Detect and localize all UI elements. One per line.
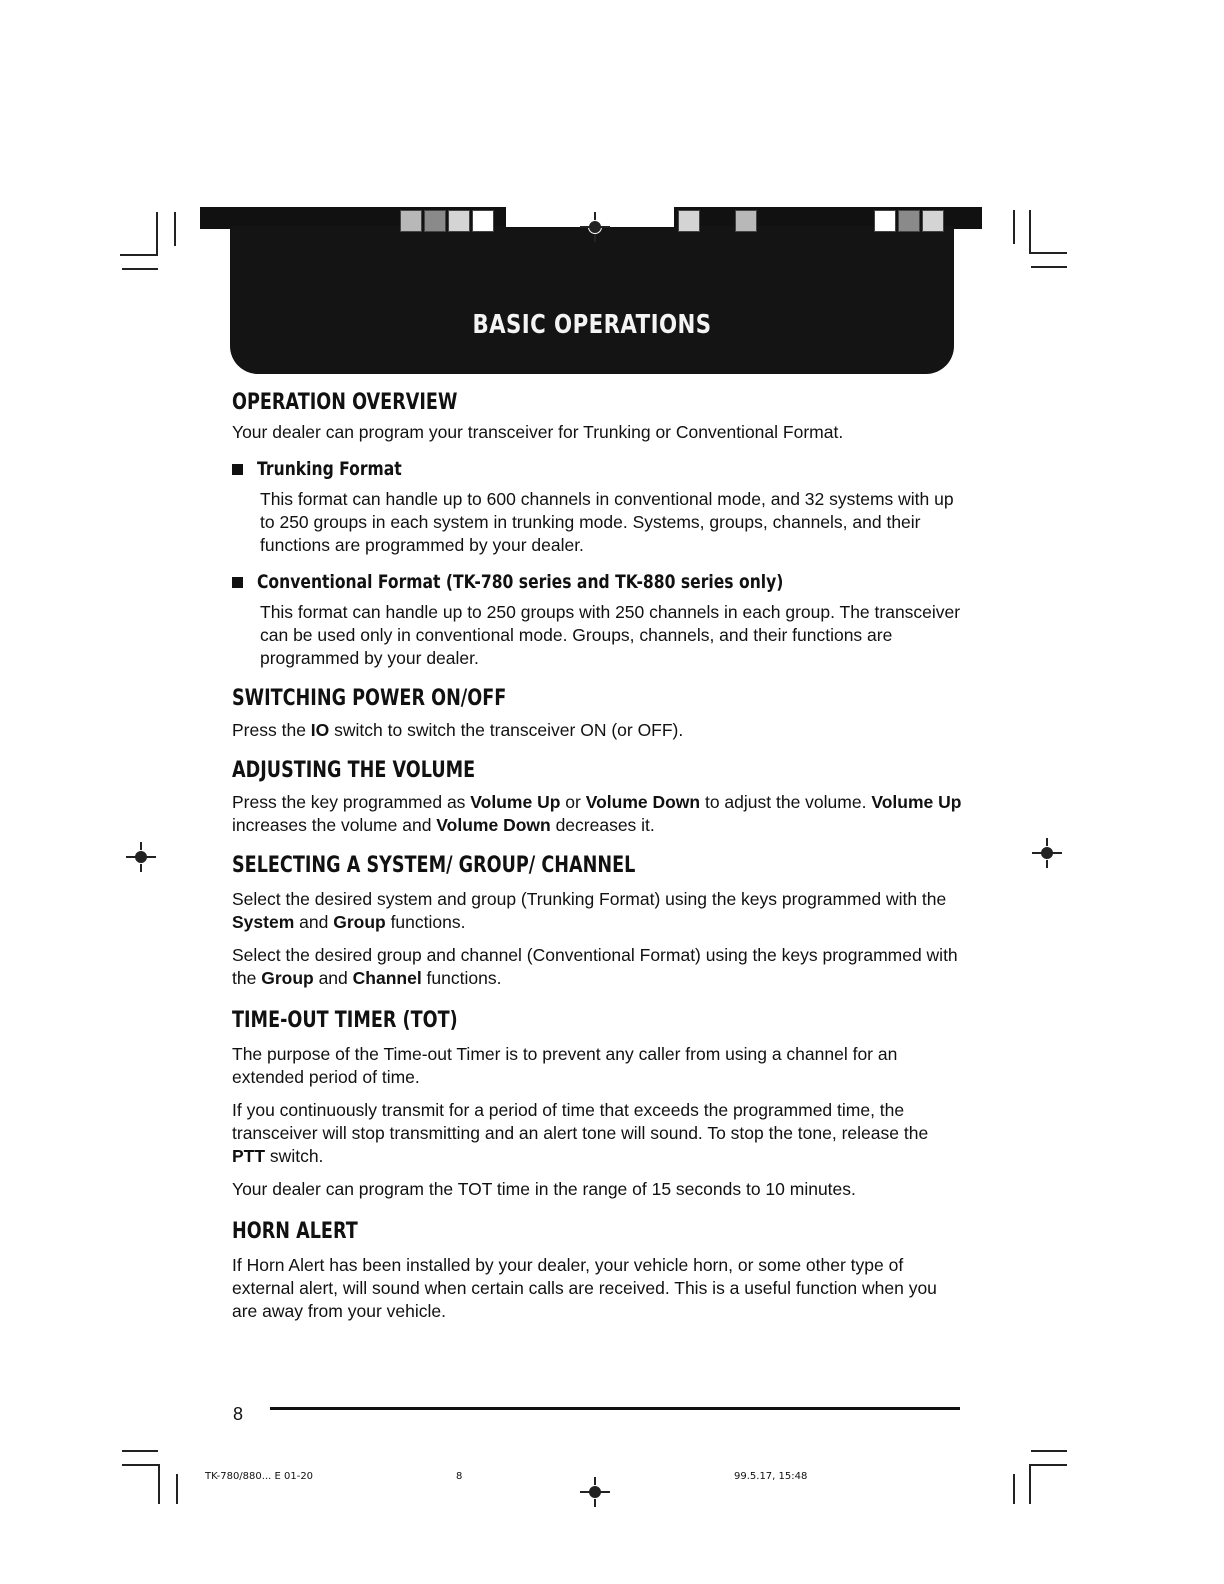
paragraph: Your dealer can program the TOT time in the range of 15 seconds to 10 minutes.	[232, 1179, 856, 1199]
color-patch	[874, 210, 896, 232]
paragraph: Press the key programmed as Volume Up or Volume Down to adjust the volume. Volume Up increases the volume and Volume Down decreases it.	[232, 792, 962, 835]
subsection-heading: Conventional Format (TK-780 series and TK-880 series only)	[257, 571, 784, 593]
color-patch	[424, 210, 446, 232]
paragraph: If you continuously transmit for a period of time that exceeds the programmed time, the transceiver will stop transmitting and an alert tone will sound. To stop the tone, release the PTT switch.	[232, 1100, 929, 1166]
subsection-heading: Trunking Format	[257, 458, 402, 480]
section-heading: SELECTING A SYSTEM/ GROUP/ CHANNEL	[232, 853, 636, 878]
section-volume	[232, 758, 962, 837]
section-heading: HORN ALERT	[232, 1219, 358, 1244]
crop-mark-bottom-left-h	[122, 1450, 158, 1452]
section-heading: OPERATION OVERVIEW	[232, 390, 458, 415]
section-heading: SWITCHING POWER ON/OFF	[232, 686, 507, 711]
paragraph: If Horn Alert has been installed by your dealer, your vehicle horn, or some other type of external alert, will sound when certain calls are received. This is a useful function when you are away from your vehicle.	[232, 1255, 937, 1321]
crop-mark-top-left-v	[156, 212, 158, 256]
footer-rule	[270, 1407, 960, 1410]
paragraph: Your dealer can program your transceiver for Trunking or Conventional Format.	[232, 422, 844, 442]
slug-date: 99.5.17, 15:48	[734, 1471, 808, 1482]
section-heading: ADJUSTING THE VOLUME	[232, 758, 476, 783]
paragraph: Select the desired system and group (Trunking Format) using the keys programmed with the System and Group functions.	[232, 889, 947, 932]
slug-page: 8	[456, 1471, 463, 1482]
page-content	[232, 390, 962, 1323]
section-heading: TIME-OUT TIMER (TOT)	[232, 1008, 458, 1033]
chapter-title: BASIC OPERATIONS	[472, 310, 712, 340]
crop-mark-top-right-v2	[1029, 210, 1031, 254]
crop-mark-bottom-right-v2	[1013, 1474, 1015, 1504]
color-patch	[898, 210, 920, 232]
crop-mark-bottom-left-v	[158, 1464, 160, 1504]
slug-file: TK-780/880... E 01-20	[205, 1471, 314, 1482]
color-patch	[922, 210, 944, 232]
section-horn-alert	[232, 1219, 962, 1323]
header-band	[230, 226, 954, 374]
registration-mark-icon	[1032, 838, 1062, 868]
color-patch	[678, 210, 700, 232]
color-patch	[472, 210, 494, 232]
registration-mark-icon	[580, 1477, 610, 1507]
paragraph: The purpose of the Time-out Timer is to prevent any caller from using a channel for an extended period of time.	[232, 1044, 898, 1087]
paragraph: This format can handle up to 600 channels in conventional mode, and 32 systems with up to 250 groups in each system in trunking mode. Systems, groups, channels, and their functions are programmed by your dealer.	[260, 489, 954, 555]
registration-mark-icon	[126, 842, 156, 872]
crop-mark-bottom-right-h	[1031, 1450, 1067, 1452]
crop-mark-top-left-h2	[122, 268, 158, 270]
color-patch	[448, 210, 470, 232]
crop-mark-bottom-left-h2	[122, 1464, 160, 1466]
color-patch	[735, 210, 757, 232]
crop-mark-top-left-h	[120, 254, 158, 256]
crop-mark-top-right-v	[1013, 210, 1015, 244]
color-patch	[400, 210, 422, 232]
subsection-trunking	[232, 458, 962, 557]
crop-mark-bottom-left-v2	[176, 1474, 178, 1504]
paragraph: Press the IO switch to switch the transceiver ON (or OFF).	[232, 720, 684, 740]
section-power	[232, 686, 962, 742]
registration-mark-icon	[580, 212, 610, 242]
paragraph: This format can handle up to 250 groups with 250 channels in each group. The transceiver can be used only in conventional mode. Groups, channels, and their functions are programmed by your dealer.	[260, 602, 961, 668]
crop-mark-bottom-right-h2	[1029, 1464, 1067, 1466]
crop-mark-top-right-h	[1029, 252, 1067, 254]
section-selecting	[232, 853, 962, 990]
subsection-conventional	[232, 571, 962, 670]
crop-mark-bottom-right-v	[1029, 1464, 1031, 1504]
section-tot	[232, 1008, 962, 1201]
bullet-square-icon	[232, 577, 243, 588]
crop-mark-top-right-h2	[1031, 266, 1067, 268]
page-number: 8	[233, 1404, 244, 1424]
section-operation-overview	[232, 390, 962, 670]
crop-mark-top-left-v2	[174, 212, 176, 246]
bullet-square-icon	[232, 464, 243, 475]
paragraph: Select the desired group and channel (Conventional Format) using the keys programmed with the Group and Channel functions.	[232, 945, 958, 988]
